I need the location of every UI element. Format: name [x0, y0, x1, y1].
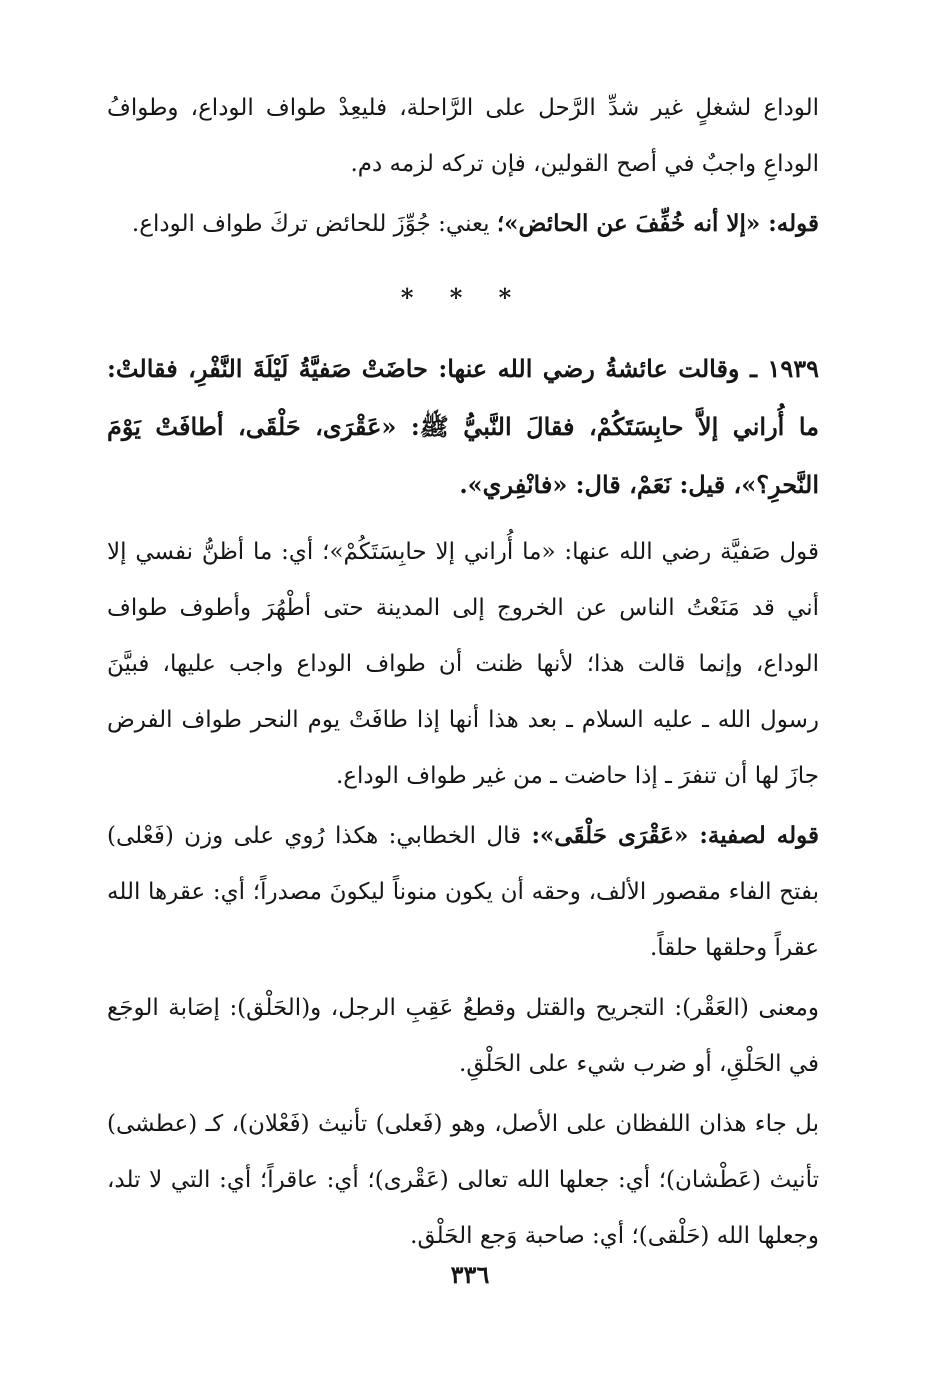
- page-body: [107, 80, 819, 1264]
- paragraph-safiyya-explanation: قول صَفيَّة رضي الله عنها: «ما أُراني إلا حابِسَتَكُمْ»؛ أي: ما أظنُّ نفسي إلا أني قد مَنَعْتُ الناس عن الخروج إلى المدينة حتى أطْهُرَ وأطوف طواف الوداع، وإنما قالت هذا؛ لأنها ظنت أن طواف الوداع واجب عليها، فبيَّنَ رسول الله ـ عليه السلام ـ بعد هذا أنها إذا طافَتْ يوم النحر طواف الفرض جازَ لها أن تنفرَ ـ إذا حاضت ـ من غير طواف الوداع.: [107, 539, 819, 789]
- hadith-text: ١٩٣٩ ـ وقالت عائشةُ رضي الله عنها: حاضَتْ صَفيَّةُ لَيْلَةَ النَّفْرِ، فقالتْ: ما أُراني إلاَّ حابِسَتَكُمْ، فقالَ النَّبيُّ ﷺ: «عَقْرَى، حَلْقَى، أطافَتْ يَوْمَ النَّحرِ؟»، قيل: نَعَمْ، قال: «فانْفِري».: [107, 354, 819, 499]
- paragraph-meaning: ومعنى (العَقْر): التجريح والقتل وقطعُ عَقِبِ الرجل، و(الحَلْق): إصَابة الوجَع في الحَلْقِ، أو ضرب شيء على الحَلْقِ.: [107, 995, 819, 1077]
- paragraph-commentary-hiffa: [107, 196, 819, 252]
- paragraph-continuation: الوداع لشغلٍ غير شدِّ الرَّحل على الرَّاحلة، فليعِدْ طواف الوداع، وطوافُ الوداعِ واجبٌ في أصح القولين، فإن تركه لزمه دم.: [107, 95, 819, 177]
- commentary-text: قال الخطابي: هكذا رُوي على وزن (فَعْلى) بفتح الفاء مقصور الألف، وحقه أن يكون منوناً ليكونَ مصدراً؛ أي: عقرها الله عقراً وحلقها حلقاً.: [107, 823, 819, 961]
- paragraph-grammar: بل جاء هذان اللفظان على الأصل، وهو (فَعلى) تأنيث (فَعْلان)، كـ (عطشى) تأنيث (عَطْشان)؛ أي: جعلها الله تعالى (عَقْرى)؛ أي: عاقراً؛ أي: التي لا تلد، وجعلها الله (حَلْقى)؛ أي: صاحبة وَجع الحَلْق.: [107, 1111, 819, 1249]
- page-number: ٣٣٦: [450, 1260, 490, 1289]
- quote-label: قوله لصفية: «عَقْرَى حَلْقَى»:: [531, 822, 820, 849]
- commentary-text: يعني: جُوِّزَ للحائض تركَ طواف الوداع.: [131, 211, 490, 237]
- quote-label: قوله: «إلا أنه خُفِّفَ عن الحائض»؛: [496, 210, 819, 237]
- section-separator: * * *: [400, 283, 526, 312]
- paragraph-aqra-halqa: [107, 808, 819, 976]
